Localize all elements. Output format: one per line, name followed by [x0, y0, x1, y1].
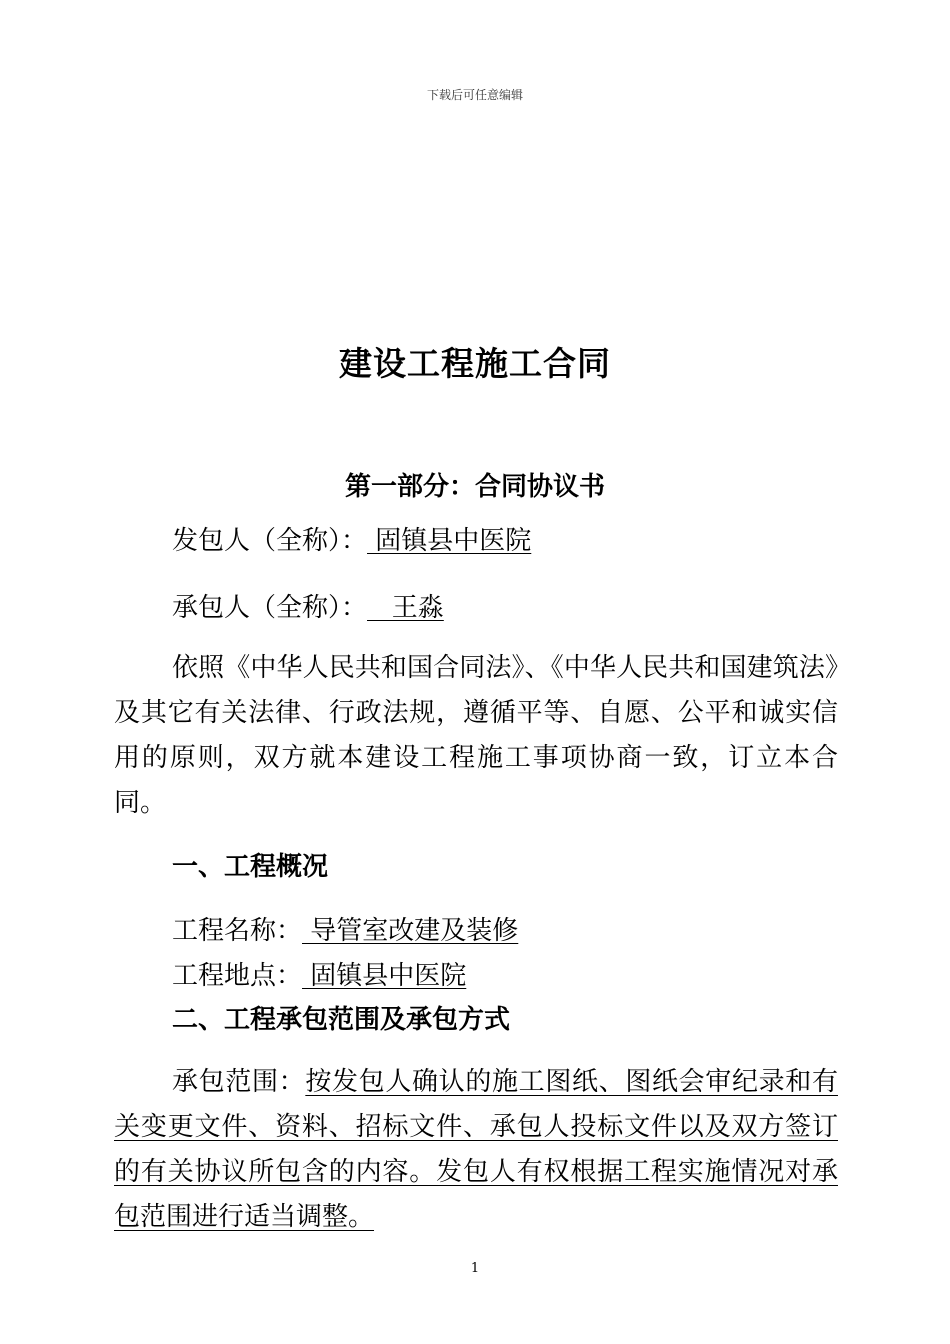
contractor-label: 承包人（全称）： — [172, 593, 368, 623]
project-name-label: 工程名称： — [172, 916, 303, 946]
contractor-value: 王淼 — [367, 593, 444, 623]
section-1-heading: 一、工程概况 — [172, 852, 329, 882]
contractor-line — [172, 587, 444, 624]
project-location-value: 固镇县中医院 — [302, 961, 467, 991]
scope-label: 承包范围： — [172, 1067, 306, 1097]
project-location-label: 工程地点： — [172, 961, 303, 991]
project-name-value: 导管室改建及装修 — [302, 916, 519, 946]
project-location-line — [172, 955, 466, 992]
section-2-heading: 二、工程承包范围及承包方式 — [172, 1005, 511, 1035]
intro-paragraph: 依照《中华人民共和国合同法》、《中华人民共和国建筑法》及其它有关法律、行政法规，遵循平等、自愿、公平和诚实信用的原则，双方就本建设工程施工事项协商一致，订立本合同。 — [114, 653, 838, 818]
page-number: 1 — [470, 1261, 480, 1276]
part-title: 第一部分：合同协议书 — [344, 472, 605, 502]
employer-label: 发包人（全称）： — [172, 526, 368, 556]
project-name-line — [172, 910, 518, 947]
employer-value: 固镇县中医院 — [367, 526, 532, 556]
header-note: 下载后可任意编辑 — [426, 88, 523, 102]
employer-line — [172, 520, 531, 557]
scope-value: 按发包人确认的施工图纸、图纸会审纪录和有关变更文件、资料、招标文件、承包人投标文件以及双方签订的有关协议所包含的内容。发包人有权根据工程实施情况对承包范围进行适当调整。 — [114, 1067, 838, 1232]
scope-paragraph — [114, 1060, 838, 1240]
document-title: 建设工程施工合同 — [339, 344, 611, 383]
